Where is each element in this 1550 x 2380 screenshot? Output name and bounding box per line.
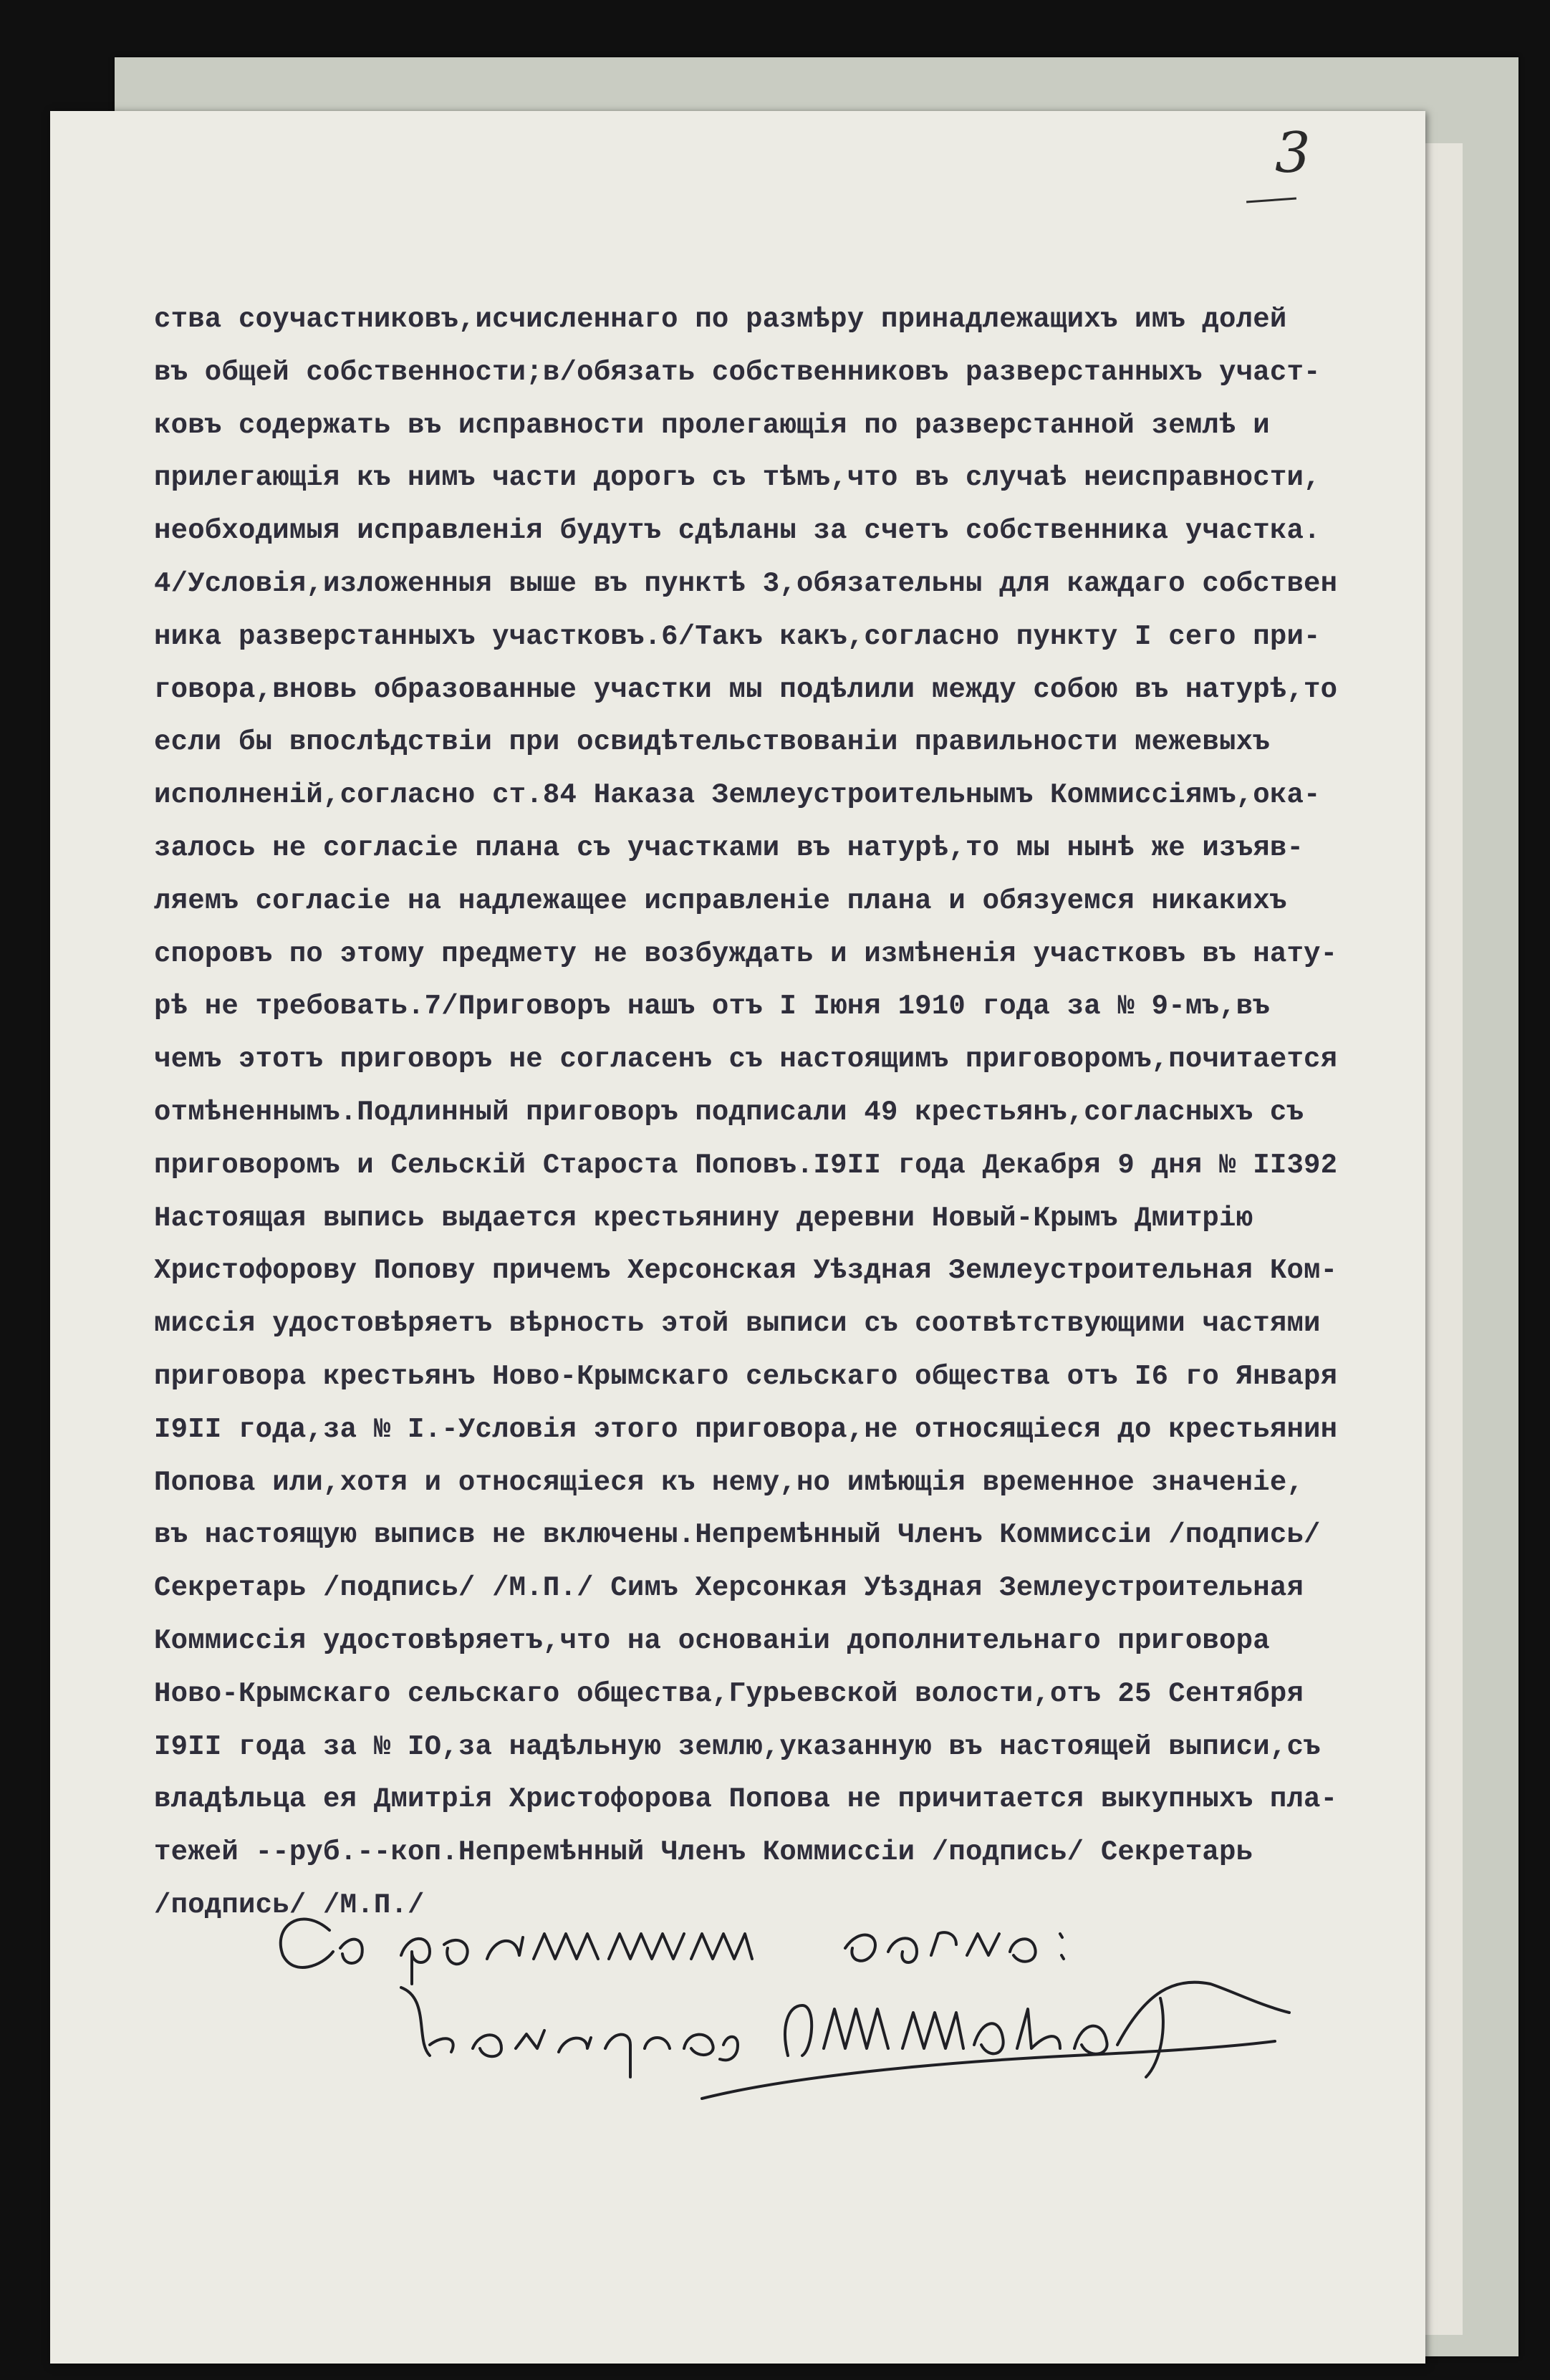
body-line: владѣльца ея Дмитрія Христофорова Попова не причитается выкупныхъ пла- [154, 1783, 1338, 1816]
body-line: Ново-Крымскаго сельскаго общества,Гурьевской волости,отъ 25 Сентября [154, 1677, 1304, 1710]
body-line: въ настоящую выписв не включены.Непремѣнный Членъ Коммиссіи /подпись/ [154, 1519, 1321, 1551]
body-line: Настоящая выпись выдается крестьянину деревни Новый-Крымъ Дмитрію [154, 1202, 1253, 1234]
handwriting-stroke [845, 1932, 1064, 1962]
body-line: /подпись/ /М.П./ [154, 1889, 425, 1921]
body-line: говора,вновь образованные участки мы подѣлили между собою въ натурѣ,то [154, 673, 1338, 705]
handwriting-stroke [401, 1934, 752, 1984]
body-line: приговора крестьянъ Ново-Крымскаго сельскаго общества отъ I6 го Января [154, 1360, 1338, 1392]
body-line: если бы впослѣдствіи при освидѣтельствованіи правильности межевыхъ [154, 726, 1270, 758]
body-line: въ общей собственности;в/обязать собственниковъ разверстанныхъ участ- [154, 356, 1321, 388]
body-line: прилегающія къ нимъ части дорогъ съ тѣмъ,что въ случаѣ неисправности, [154, 462, 1321, 494]
body-line: тежей --руб.--коп.Непремѣнный Членъ Коммиссіи /подпись/ Секретарь [154, 1836, 1253, 1869]
body-line: отмѣненнымъ.Подлинный приговоръ подписали 49 крестьянъ,согласныхъ съ [154, 1096, 1304, 1128]
body-line: ковъ содержать въ исправности пролегающія по разверстанной землѣ и [154, 409, 1270, 441]
body-line: приговоромъ и Сельскій Староста Поповъ.I9II года Декабря 9 дня № II392 [154, 1149, 1338, 1181]
signature-stroke [401, 1988, 430, 2056]
body-line: миссія удостовѣряетъ вѣрность этой выписи съ соотвѣтствующими частями [154, 1308, 1321, 1340]
body-line: Попова или,хотя и относящіеся къ нему,но имѣющія временное значеніе, [154, 1466, 1304, 1498]
body-line: рѣ не требовать.7/Приговоръ нашъ отъ I Іюня 1910 года за № 9-мъ,въ [154, 991, 1270, 1023]
body-line: ника разверстанныхъ участковъ.6/Такъ какъ,согласно пункту I сего при- [154, 620, 1321, 652]
body-line: ства соучастниковъ,исчисленнаго по размѣру принадлежащихъ имъ долей [154, 304, 1287, 335]
page-number: 3 [1275, 121, 1311, 186]
body-line: чемъ этотъ приговоръ не согласенъ съ настоящимъ приговоромъ,почитается [154, 1044, 1338, 1076]
body-line: ляемъ согласіе на надлежащее исправленіе плана и обязуемся никакихъ [154, 885, 1287, 917]
body-line: Секретарь /подпись/ /М.П./ Симъ Херсонкая Уѣздная Землеустроительная [154, 1572, 1304, 1604]
body-line: исполненій,согласно ст.84 Наказа Землеустроительнымъ Коммиссіямъ,ока- [154, 779, 1321, 811]
body-line: споровъ по этому предмету не возбуждать и измѣненія участковъ въ нату- [154, 938, 1338, 970]
handwriting-stroke [281, 1919, 333, 1967]
body-line: 4/Условія,изложенныя выше въ пунктѣ 3,обязательны для каждаго собствен [154, 567, 1338, 599]
body-line: необходимыя исправленія будутъ сдѣланы за счетъ собственника участка. [154, 515, 1321, 547]
handwriting-stroke [340, 1940, 362, 1963]
body-line: Христофорову Попову причемъ Херсонская Уѣздная Землеустроительная Ком- [154, 1255, 1338, 1287]
signature-stroke [785, 1982, 1289, 2077]
handwriting-stroke [430, 2030, 738, 2077]
body-line: I9II года,за № I.-Условія этого приговора,не относящіеся до крестьянин [154, 1413, 1338, 1445]
body-line: залось не согласіе плана съ участками въ натурѣ,то мы нынѣ же изъяв- [154, 832, 1304, 864]
body-line: I9II года за № IО,за надѣльную землю,указанную въ настоящей выписи,съ [154, 1730, 1321, 1763]
body-line: Коммиссія удостовѣряетъ,что на основаніи дополнительнаго приговора [154, 1624, 1270, 1657]
